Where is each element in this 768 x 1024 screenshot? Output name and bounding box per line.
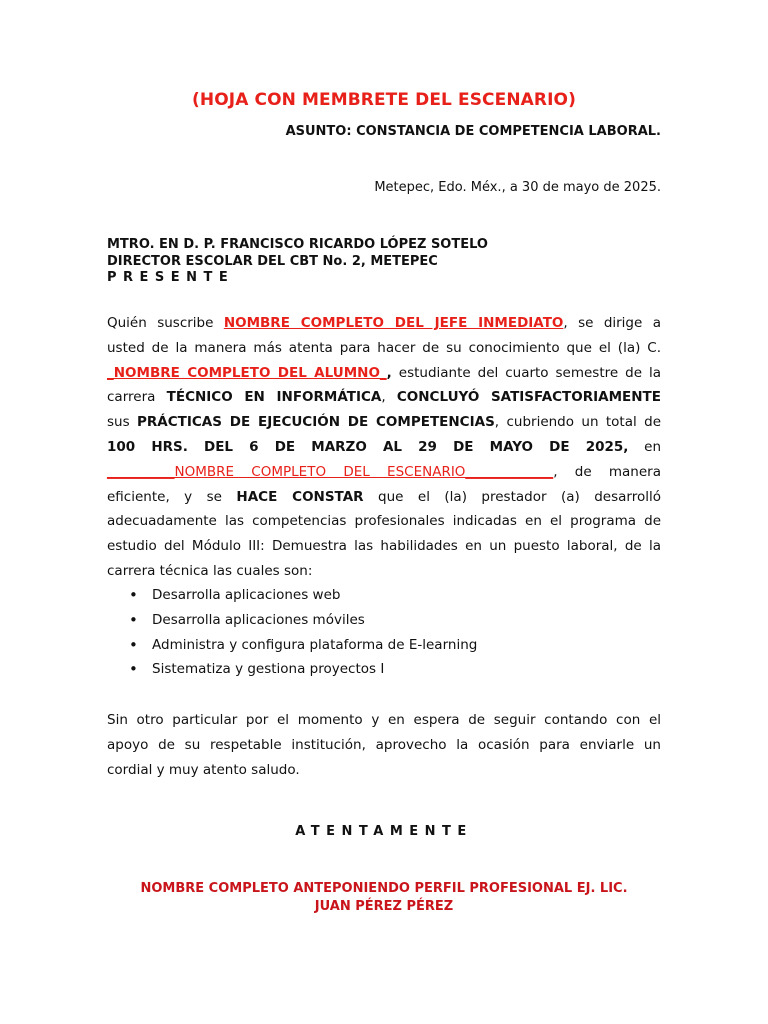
- letter-page: [107, 0, 661, 1024]
- list-item-label: Desarrolla aplicaciones móviles: [152, 611, 365, 628]
- signature-block: [107, 880, 661, 916]
- body-text: Quién suscribe: [107, 315, 224, 331]
- list-item: [107, 657, 661, 682]
- body-text: sus: [107, 414, 138, 431]
- body-line: carrera técnica las cuales son:: [107, 562, 313, 579]
- bullet-icon: •: [129, 610, 138, 629]
- alumno-name-placeholder: _NOMBRE COMPLETO DEL ALUMNO_: [107, 364, 387, 381]
- date-line: Metepec, Edo. Méx., a 30 de mayo de 2025.: [374, 180, 661, 195]
- list-item: [107, 583, 661, 608]
- hace-constar-label: HACE CONSTAR: [236, 488, 364, 505]
- body-line: [107, 485, 661, 510]
- body-text: que el (la) prestador (a) desarrolló: [363, 488, 661, 505]
- list-item: [107, 608, 661, 633]
- atentamente-label: ATENTAMENTE: [295, 824, 473, 839]
- subject-line: ASUNTO: CONSTANCIA DE COMPETENCIA LABORAL.: [285, 124, 661, 139]
- list-item-label: Sistematiza y gestiona proyectos I: [152, 661, 385, 678]
- body-line: adecuadamente las competencias profesionales indicadas en el programa de: [107, 513, 661, 530]
- body-text: , de manera: [553, 463, 661, 480]
- bullet-icon: •: [129, 660, 138, 679]
- body-paragraph: [107, 311, 661, 584]
- addressee-title: DIRECTOR ESCOLAR DEL CBT No. 2, METEPEC: [107, 253, 438, 269]
- body-text: , cubriendo un total de: [494, 414, 662, 431]
- body-line: [107, 311, 661, 336]
- bullet-icon: •: [129, 635, 138, 654]
- body-text: en: [628, 438, 661, 455]
- closing-paragraph: [107, 708, 661, 782]
- list-item: [107, 633, 661, 658]
- body-line: usted de la manera más atenta para hacer de su conocimiento que el (la) C.: [107, 339, 661, 356]
- body-line: estudio del Módulo III: Demuestra las habilidades en un puesto laboral, de la: [107, 538, 661, 555]
- body-text: ,: [381, 389, 397, 406]
- signature-line: NOMBRE COMPLETO ANTEPONIENDO PERFIL PROFESIONAL EJ. LIC.: [140, 881, 628, 896]
- escenario-name-placeholder: __________NOMBRE COMPLETO DEL ESCENARIO_____________: [107, 463, 554, 480]
- body-text: ,: [386, 364, 392, 381]
- addressee-name: MTRO. EN D. P. FRANCISCO RICARDO LÓPEZ SOTELO: [107, 237, 488, 252]
- closing-line: cordial y muy atento saludo.: [107, 761, 300, 778]
- body-line: [107, 460, 661, 485]
- jefe-name-placeholder: NOMBRE COMPLETO DEL JEFE INMEDIATO: [223, 315, 564, 331]
- list-item-label: Desarrolla aplicaciones web: [152, 587, 341, 603]
- concluyo-label: CONCLUYÓ SATISFACTORIAMENTE: [396, 389, 661, 406]
- body-line: [107, 435, 661, 460]
- closing-line: apoyo de su respetable institución, aprovecho la ocasión para enviarle un: [107, 736, 661, 753]
- hours-dates: 100 HRS. DEL 6 DE MARZO AL 29 DE MAYO DE 2025,: [107, 438, 629, 455]
- body-text: carrera: [107, 389, 167, 406]
- competencias-list: [107, 583, 661, 682]
- letterhead-placeholder: (HOJA CON MEMBRETE DEL ESCENARIO): [192, 90, 576, 110]
- addressee-block: [107, 237, 488, 287]
- practicas-label: PRÁCTICAS DE EJECUCIÓN DE COMPETENCIAS: [137, 414, 495, 431]
- bullet-icon: •: [129, 586, 138, 604]
- list-item-label: Administra y configura plataforma de E-learning: [152, 636, 478, 653]
- body-line: [107, 385, 661, 410]
- body-line: [107, 361, 661, 386]
- presente-label: PRESENTE: [107, 270, 235, 285]
- signature-name: JUAN PÉREZ PÉREZ: [314, 899, 454, 914]
- body-text: estudiante del cuarto semestre de la: [391, 364, 661, 381]
- closing-line: Sin otro particular por el momento y en espera de seguir contando con el: [107, 712, 661, 728]
- body-line: [107, 410, 661, 435]
- body-text: , se dirige a: [563, 315, 661, 331]
- carrera-name: TÉCNICO EN INFORMÁTICA: [166, 389, 382, 406]
- body-text: eficiente, y se: [107, 488, 237, 505]
